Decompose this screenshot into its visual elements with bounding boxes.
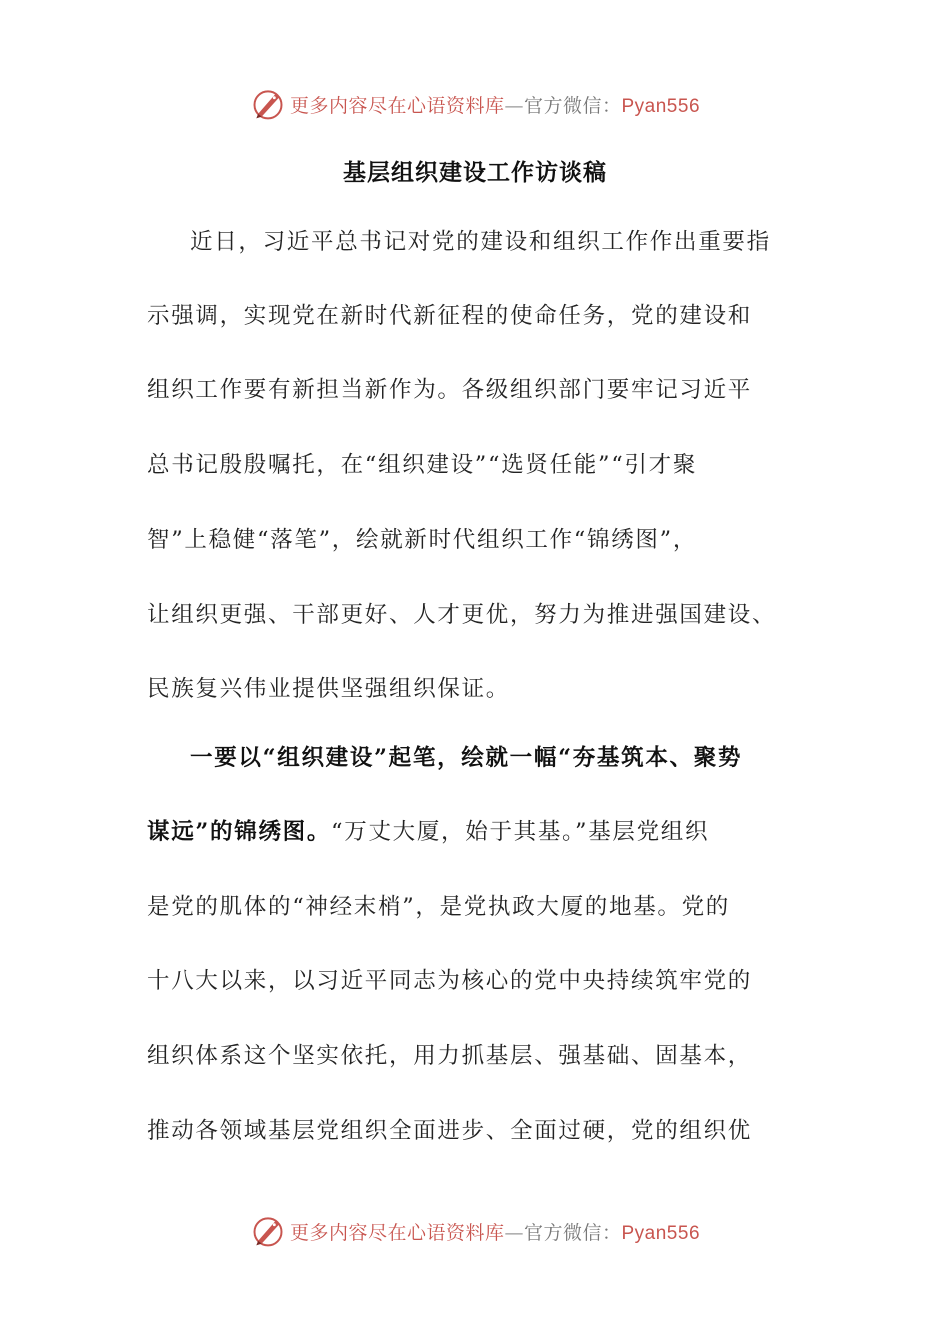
banner-wechat-id: Pyan556: [621, 95, 701, 117]
body-line-13: 推动各领域基层党组织全面进步、全面过硬，党的组织优: [147, 1118, 753, 1144]
body-line-9: [147, 814, 709, 850]
section-heading-line-1: 一要以“组织建设”起笔，绘就一幅“夯基筑本、聚势: [190, 745, 743, 771]
banner-main-text: 更多内容尽在心语资料库: [289, 94, 505, 117]
body-line-2: 示强调，实现党在新时代新征程的使命任务，党的建设和: [147, 303, 753, 329]
body-line-1: 近日，习近平总书记对党的建设和组织工作作出重要指: [190, 229, 771, 255]
banner-text: [290, 91, 700, 118]
pen-nib-logo-icon: [250, 86, 286, 122]
body-line-3: 组织工作要有新担当新作为。各级组织部门要牢记习近平: [147, 377, 753, 403]
footer-banner: [0, 1211, 950, 1251]
banner-main-text: 更多内容尽在心语资料库: [289, 1221, 505, 1244]
body-line-5: 智”上稳健“落笔”，绘就新时代组织工作“锦绣图”，: [147, 527, 698, 553]
banner-text: [290, 1218, 700, 1245]
body-line-12: 组织体系这个坚实依托，用力抓基层、强基础、固基本，: [147, 1043, 753, 1069]
quote-text: “万丈大厦，始于其基。”基层党组织: [331, 819, 710, 845]
body-line-4: 总书记殷殷嘱托，在“组织建设”“选贤任能”“引才聚: [147, 452, 698, 478]
body-line-10: 是党的肌体的“神经末梢”，是党执政大厦的地基。党的: [147, 894, 731, 920]
pen-nib-logo-icon: [250, 1213, 286, 1249]
body-line-7: 民族复兴伟业提供坚强组织保证。: [147, 676, 511, 702]
banner-dash: —: [504, 94, 524, 117]
banner-wechat-label: 官方微信：: [523, 1221, 622, 1244]
banner-wechat-id: Pyan556: [621, 1222, 701, 1244]
body-line-6: 让组织更强、干部更好、人才更优，努力为推进强国建设、: [147, 602, 777, 628]
document-title: 基层组织建设工作访谈稿: [343, 159, 607, 186]
body-line-11: 十八大以来，以习近平同志为核心的党中央持续筑牢党的: [147, 968, 753, 994]
section-heading-line-2: 谋远”的锦绣图。: [147, 819, 332, 845]
banner-dash: —: [504, 1221, 524, 1244]
header-banner: [0, 84, 950, 124]
banner-wechat-label: 官方微信：: [523, 94, 622, 117]
